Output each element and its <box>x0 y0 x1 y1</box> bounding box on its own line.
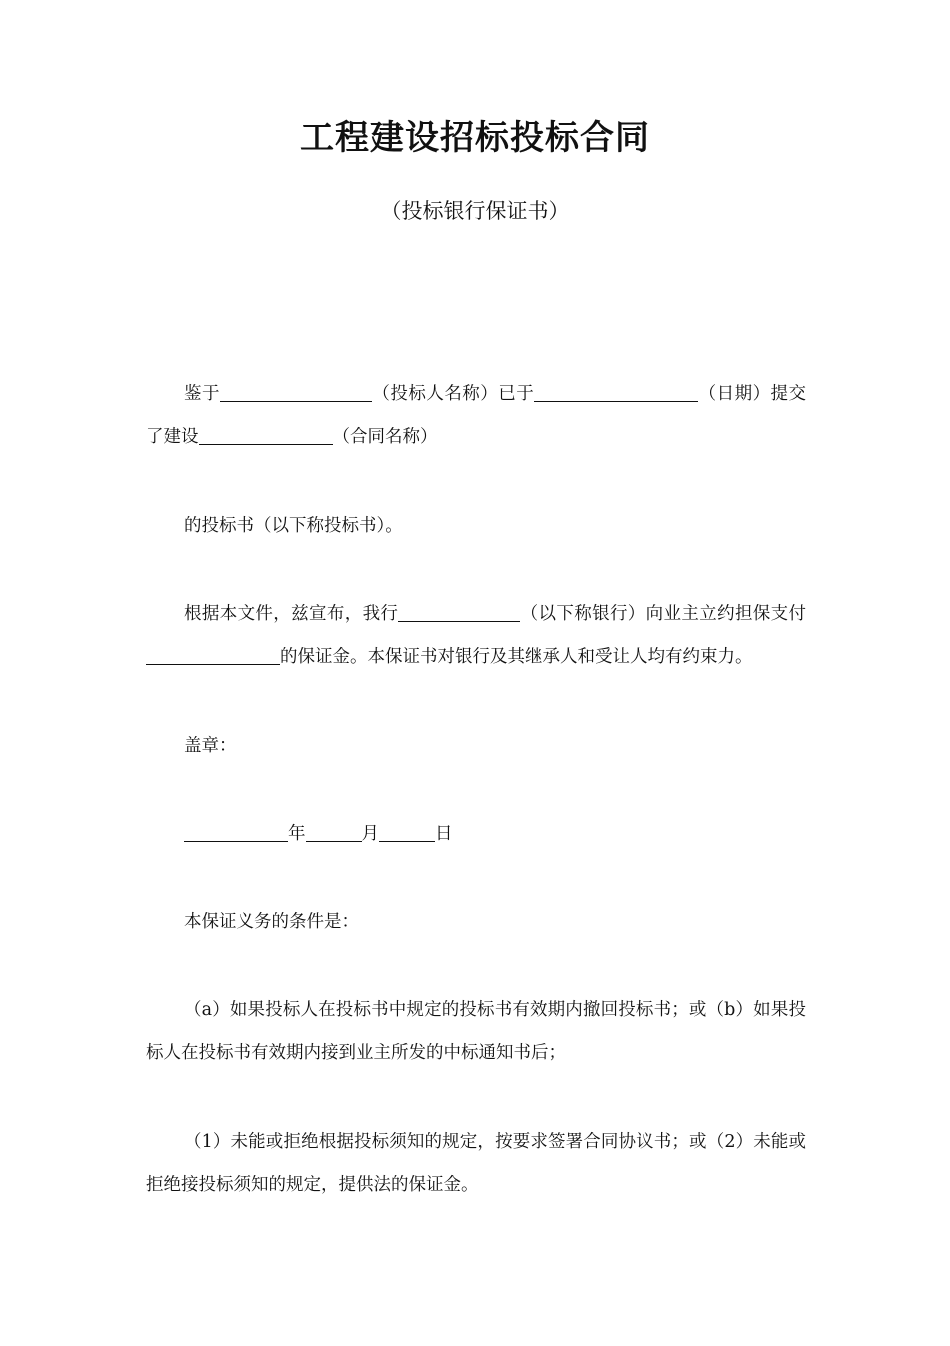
seal-label: 盖章： <box>184 736 237 756</box>
paragraph-text: （合同名称） <box>332 427 438 447</box>
contract-name-blank <box>199 427 333 446</box>
paragraph-seal <box>146 725 806 768</box>
paragraph-text: 本保证义务的条件是： <box>184 912 359 932</box>
paragraph-text: （以下称银行）向业主立约担保支付 <box>520 604 807 624</box>
paragraph-text: 鉴于 <box>184 384 220 404</box>
paragraph-text: （1）未能或拒绝根据投标须知的规定，按要求签署合同协议书；或（2）未能或拒绝接投标须知的规定，提供法的保证金。 <box>146 1132 806 1195</box>
paragraph-condition-a-b <box>146 989 806 1075</box>
date-blank <box>534 384 698 403</box>
day-label: 日 <box>435 824 453 844</box>
day-blank <box>379 824 435 843</box>
month-blank <box>306 824 362 843</box>
paragraph-text: （日期）提交了建设 <box>146 384 807 447</box>
document-title: 工程建设招标投标合同 <box>300 118 650 158</box>
paragraph-text: 的保证金。本保证书对银行及其继承人和受让人均有约束力。 <box>280 647 753 667</box>
paragraph-text: （投标人名称）已于 <box>371 384 535 404</box>
paragraph-conditions-heading <box>146 901 806 944</box>
bidder-name-blank <box>220 384 372 403</box>
paragraph-text: 的投标书（以下称投标书）。 <box>184 516 403 536</box>
year-label: 年 <box>288 824 306 844</box>
paragraph-whereas <box>146 373 806 459</box>
amount-blank <box>146 647 280 666</box>
bank-name-blank <box>398 604 520 623</box>
paragraph-text: （a）如果投标人在投标书中规定的投标书有效期内撤回投标书；或（b）如果投标人在投标书有效期内接到业主所发的中标通知书后； <box>146 1000 806 1063</box>
date-line <box>146 813 806 856</box>
paragraph-declaration <box>146 593 806 679</box>
paragraph-condition-1-2 <box>146 1121 806 1207</box>
month-label: 月 <box>361 824 379 844</box>
document-subtitle: （投标银行保证书） <box>380 199 570 223</box>
year-blank <box>184 824 288 843</box>
paragraph-text: 根据本文件，兹宣布，我行 <box>184 604 399 624</box>
paragraph-bid-document <box>146 505 806 548</box>
